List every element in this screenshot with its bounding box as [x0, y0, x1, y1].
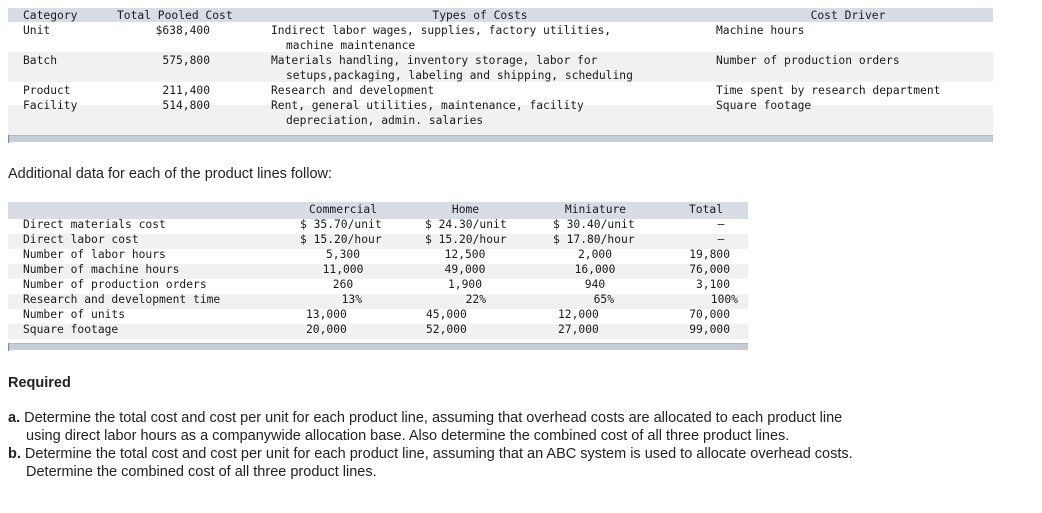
requirement-a — [8, 409, 1028, 445]
row-cost-driver: Square footage — [716, 99, 812, 112]
intro-text: Additional data for each of the product lines follow: — [8, 166, 333, 182]
row-category: Facility — [23, 99, 78, 112]
cell-home: $ 15.20/hour — [425, 233, 507, 246]
cell-commercial: 260 — [332, 278, 354, 291]
required-heading: Required — [8, 375, 71, 391]
table-edge-mark — [8, 343, 9, 351]
row-category: Product — [23, 84, 71, 97]
cell-commercial: $ 15.20/hour — [300, 233, 382, 246]
cost-pools-table — [8, 8, 993, 141]
cell-total: — — [717, 218, 725, 231]
requirement-line: Determine the total cost and cost per unit for each product line, assuming that an ABC system is used to allocate overhead costs. — [24, 446, 853, 462]
row-label: Research and development time — [23, 293, 221, 306]
cell-commercial: $ 35.70/unit — [300, 218, 382, 231]
row-pooled-cost: 575,800 — [162, 54, 210, 67]
header-miniature: Miniature — [564, 203, 627, 216]
cell-commercial: 5,300 — [325, 248, 360, 261]
cell-miniature: $ 30.40/unit — [553, 218, 635, 231]
row-band — [8, 324, 748, 339]
cell-miniature: 65% — [593, 293, 614, 306]
header-total: Total — [688, 203, 723, 216]
cell-total: 3,100 — [695, 278, 730, 291]
cell-miniature: $ 17.80/hour — [553, 233, 635, 246]
header-cost-driver: Cost Driver — [810, 9, 886, 22]
cell-miniature: 940 — [584, 278, 606, 291]
cell-commercial: 11,000 — [322, 263, 364, 276]
cell-miniature: 12,000 — [558, 308, 599, 321]
row-cost-driver: Time spent by research department — [716, 84, 941, 97]
cell-home: 12,500 — [444, 248, 486, 261]
requirement-b — [8, 445, 1028, 481]
row-label: Number of production orders — [23, 278, 207, 291]
cell-total: 19,800 — [689, 248, 730, 261]
row-cost-types-line: Indirect labor wages, supplies, factory utilities, — [271, 24, 612, 37]
cell-total: — — [717, 233, 725, 246]
header-commercial: Commercial — [308, 203, 377, 216]
row-cost-types-line: Research and development — [271, 84, 435, 97]
header-home: Home — [451, 203, 480, 216]
requirement-label: b. — [8, 446, 21, 462]
cell-miniature: 16,000 — [574, 263, 616, 276]
cell-home: 1,900 — [447, 278, 482, 291]
header-total-pooled-cost: Total Pooled Cost — [117, 9, 233, 22]
row-label: Square footage — [23, 323, 119, 336]
requirement-label: a. — [8, 410, 21, 426]
row-cost-types-line: Materials handling, inventory storage, labor for — [271, 54, 598, 67]
table-bottom-rule — [8, 135, 993, 142]
cell-home: 45,000 — [426, 308, 467, 321]
cell-home: $ 24.30/unit — [425, 218, 507, 231]
row-cost-driver: Number of production orders — [716, 54, 900, 67]
row-cost-types-line: setups,packaging, labeling and shipping, scheduling — [286, 69, 633, 82]
cell-commercial: 13,000 — [306, 308, 347, 321]
product-line-table — [8, 201, 748, 351]
cell-total: 70,000 — [689, 308, 730, 321]
row-category: Batch — [23, 54, 58, 67]
cell-commercial: 13% — [341, 293, 362, 306]
row-pooled-cost: 514,800 — [162, 99, 210, 112]
row-cost-types-line: Rent, general utilities, maintenance, facility — [271, 99, 584, 112]
cell-commercial: 20,000 — [306, 323, 347, 336]
table-edge-mark — [8, 135, 9, 143]
cell-miniature: 2,000 — [577, 248, 612, 261]
table-bottom-rule — [8, 343, 748, 350]
cell-total: 76,000 — [689, 263, 730, 276]
row-cost-types-line: machine maintenance — [286, 39, 416, 52]
row-category: Unit — [23, 24, 51, 37]
row-pooled-cost: $638,400 — [155, 24, 210, 37]
requirement-line: Determine the total cost and cost per unit for each product line, assuming that overhead costs are allocated to each product line — [24, 410, 843, 426]
row-label: Number of machine hours — [23, 263, 180, 276]
header-category: Category — [23, 9, 78, 22]
header-types-of-costs: Types of Costs — [432, 9, 528, 22]
requirement-line: using direct labor hours as a companywide allocation base. Also determine the combined cost of all three product lines. — [26, 428, 790, 444]
row-label: Direct materials cost — [23, 218, 166, 231]
cell-miniature: 27,000 — [558, 323, 599, 336]
cell-home: 52,000 — [426, 323, 467, 336]
row-label: Direct labor cost — [23, 233, 139, 246]
row-label: Number of labor hours — [23, 248, 166, 261]
requirement-line: Determine the combined cost of all three product lines. — [26, 464, 377, 480]
cell-home: 22% — [465, 293, 486, 306]
row-label: Number of units — [23, 308, 126, 321]
row-pooled-cost: 211,400 — [162, 84, 210, 97]
cell-home: 49,000 — [444, 263, 486, 276]
cell-total: 99,000 — [689, 323, 730, 336]
cell-total: 100% — [710, 293, 738, 306]
row-cost-driver: Machine hours — [716, 24, 805, 37]
row-cost-types-line: depreciation, admin. salaries — [286, 114, 484, 127]
